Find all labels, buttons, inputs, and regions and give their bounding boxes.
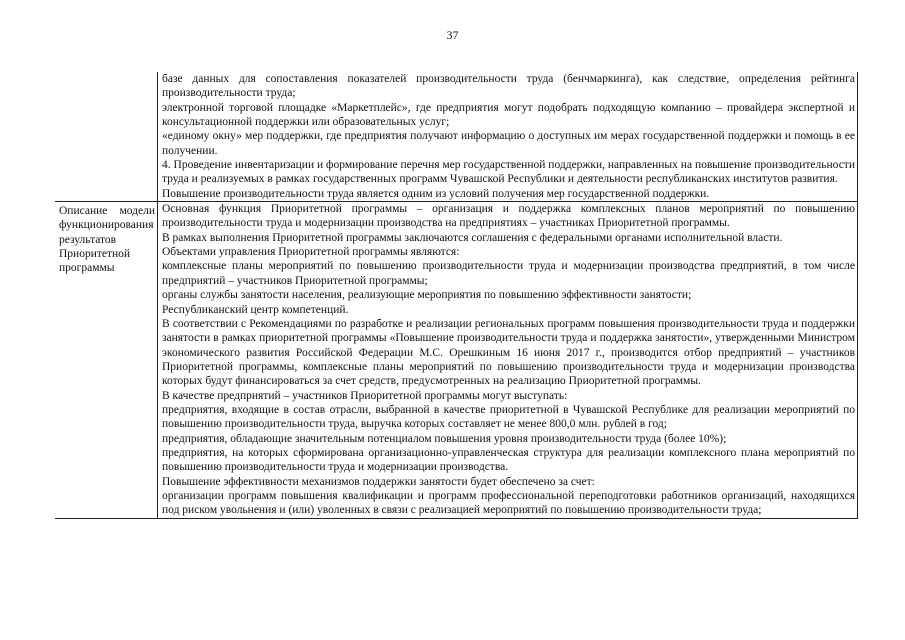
paragraph: 4. Проведение инвентаризации и формирование перечня мер государственной поддержки, направленных на повышение производительности труда и реализуемых в рамках государственных программ Чувашской Республики и деятельности республиканских институтов развития. [162, 159, 855, 186]
paragraph: В рамках выполнения Приоритетной программы заключаются соглашения с федеральными органами исполнительной власти. [162, 231, 783, 244]
row-label-text: Описание модели функционирования результатов Приоритетной программы [59, 205, 155, 275]
document-table [55, 72, 858, 519]
paragraph: Основная функция Приоритетной программы – организация и поддержка комплексных планов мероприятий по повышению производительности труда и модернизации производства на предприятиях – участниках Приоритетной программы. [162, 203, 855, 230]
paragraph: Повышение производительности труда является одним из условий получения мер государственной поддержки. [162, 187, 710, 200]
row-label-empty [55, 72, 158, 202]
paragraph: Объектами управления Приоритетной программы являются: [162, 246, 460, 259]
row-content-measures [158, 72, 858, 202]
paragraph: электронной торговой площадке «Маркетплейс», где предприятия могут подобрать подходящую компанию – провайдера экспертной и консультационной поддержки или образовательных услуг; [162, 101, 855, 129]
paragraph: предприятия, на которых сформирована организационно-управленческая структура для реализации комплексного плана мероприятий по повышению производительности труда и модернизации производства. [162, 446, 855, 474]
page-number: 37 [446, 28, 459, 42]
table-row-model-description [55, 202, 858, 519]
paragraph: Повышение эффективности механизмов поддержки занятости будет обеспечено за счет: [162, 475, 595, 488]
paragraph: органы службы занятости населения, реализующие мероприятия по повышению эффективности занятости; [162, 289, 692, 302]
paragraph: В качестве предприятий – участников Приоритетной программы могут выступать: [162, 389, 568, 402]
paragraph: «единому окну» мер поддержки, где предприятия получают информацию о доступных им мерах государственной поддержки и помощь в ее получении. [162, 130, 855, 157]
paragraph: В соответствии с Рекомендациями по разработке и реализации региональных программ повышения производительности труда и поддержки занятости в рамках приоритетной программы «Повышение производительности труда и поддержка занятости», утвержденными Министром экономического развития Российской Федерации М.С. Орешкиным 16 июня 2017 г., производится отбор предприятий – участников Приоритетной программы, комплексные планы мероприятий по повышению производительности труда и модернизации производства которых будут финансироваться за счет средств, предусмотренных на реализацию Приоритетной программы. [162, 317, 855, 388]
table-row-continuation [55, 72, 858, 202]
row-content-model-description [158, 202, 858, 519]
paragraph: предприятия, обладающие значительным потенциалом повышения уровня производительности труда (более 10%); [162, 432, 727, 445]
paragraph: базе данных для сопоставления показателей производительности труда (бенчмаркинга), как следствие, определения рейтинга производительности труда; [162, 73, 855, 100]
paragraph: комплексные планы мероприятий по повышению производительности труда и модернизации производства предприятий, в том числе предприятий – участников Приоритетной программы; [162, 260, 855, 287]
row-label-model-description [55, 202, 158, 519]
paragraph: предприятия, входящие в состав отрасли, выбранной в качестве приоритетной в Чувашской Республике для реализации мероприятий по повышению производительности труда, выручка которых составляет не менее 800,0 млн. рублей в год; [162, 403, 855, 431]
paragraph: Республиканский центр компетенций. [162, 303, 349, 316]
paragraph: организации программ повышения квалификации и программ профессиональной переподготовки работников организаций, находящихся под риском увольнения и (или) уволенных в связи с реализацией мероприятий по повышению производительности труда; [162, 489, 855, 517]
